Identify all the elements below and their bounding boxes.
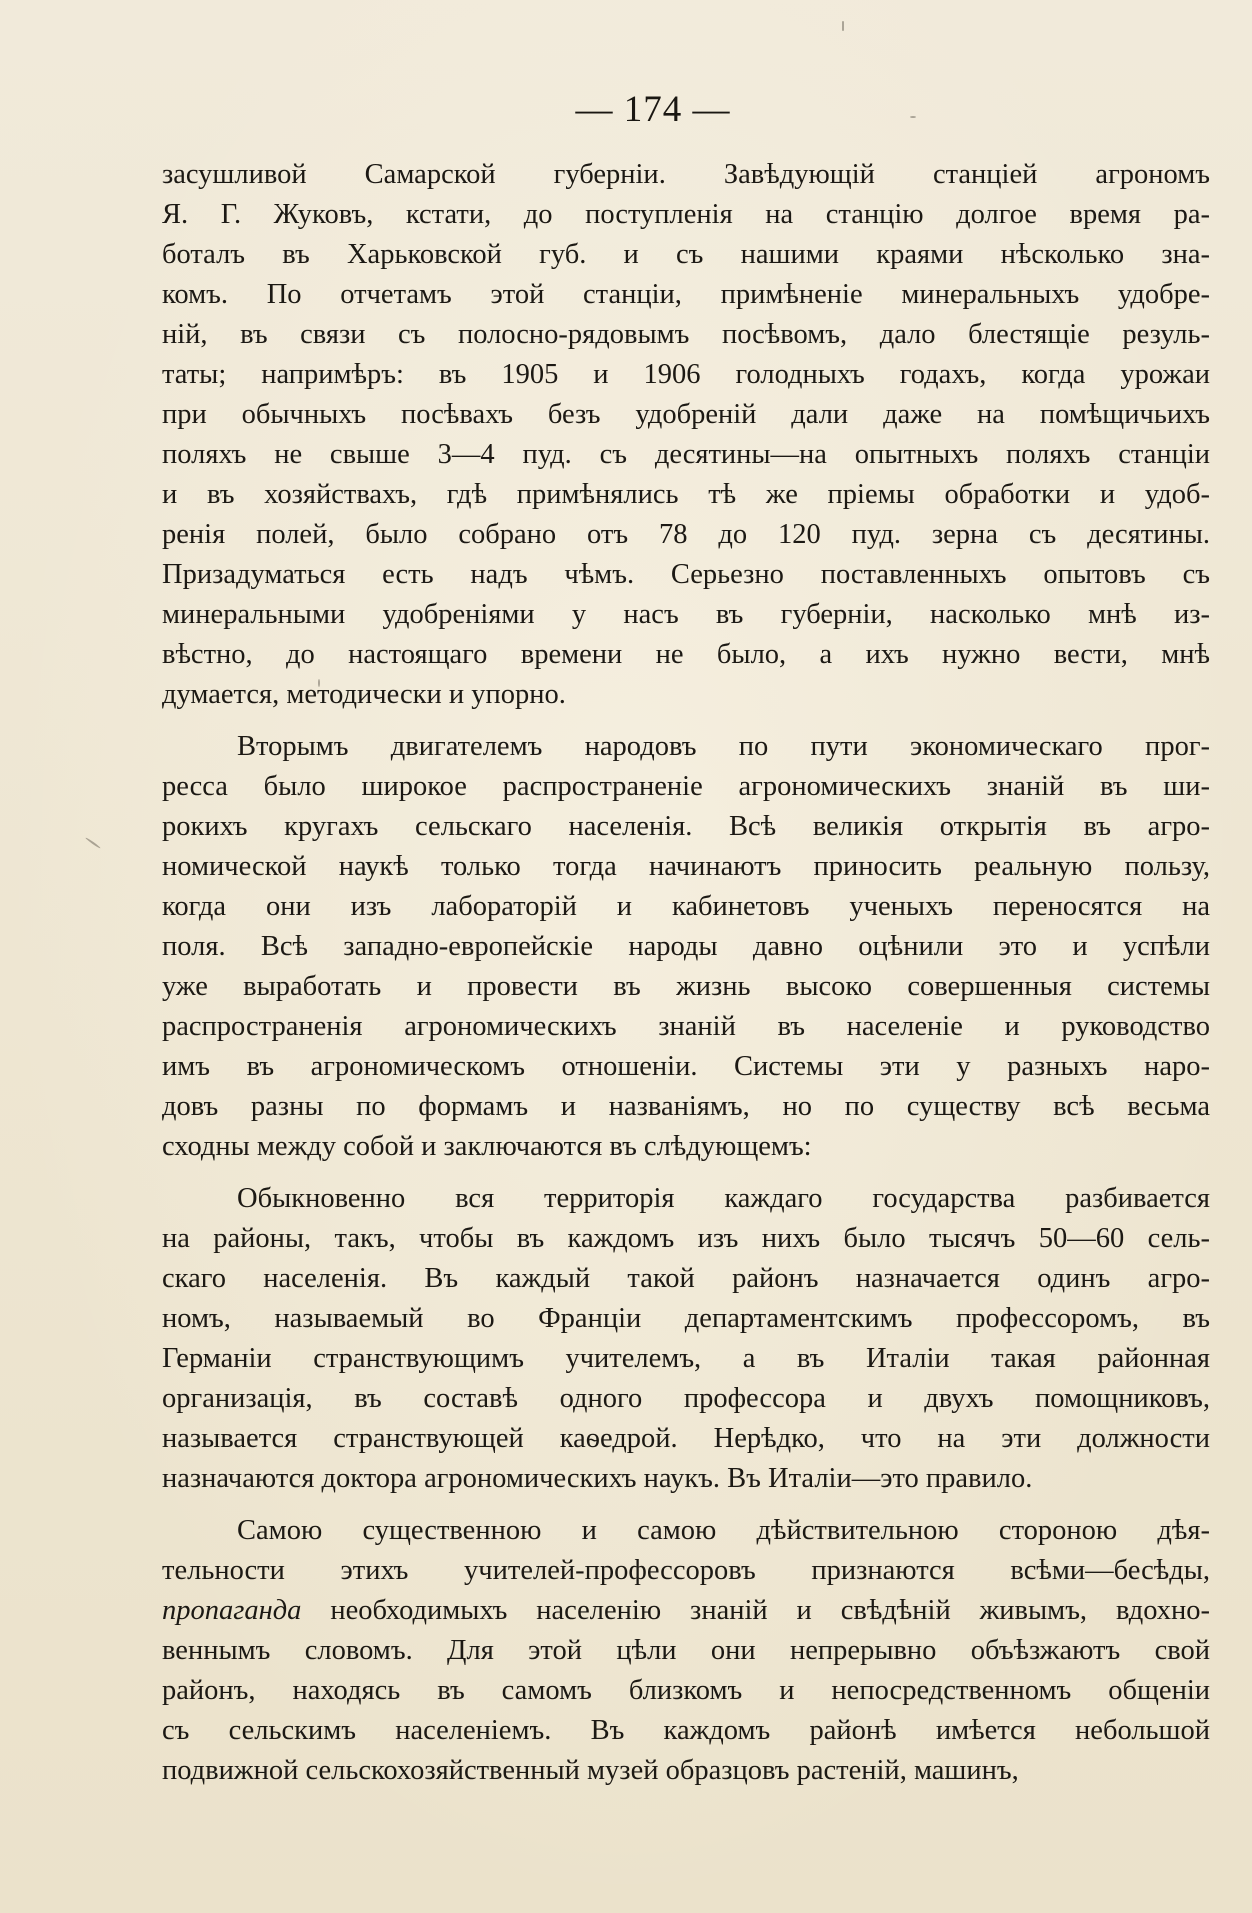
- text-line: довъ разны по формамъ и названіямъ, но по существу всѣ весьма: [162, 1091, 1210, 1122]
- text-line: веннымъ словомъ. Для этой цѣли они непрерывно объѣзжаютъ свой: [162, 1635, 1210, 1666]
- body-text: [162, 155, 1210, 1791]
- text-line: комъ. По отчетамъ этой станціи, примѣненіе минеральныхъ удобре-: [162, 279, 1210, 310]
- paper-speck: [842, 21, 844, 31]
- text-line: сходны между собой и заключаются въ слѣдующемъ:: [162, 1131, 812, 1162]
- text-line: уже выработать и провести въ жизнь высоко совершенныя системы: [162, 971, 1210, 1002]
- text-line: при обычныхъ посѣвахъ безъ удобреній дали даже на помѣщичьихъ: [162, 399, 1210, 430]
- text-line: на районы, такъ, чтобы въ каждомъ изъ нихъ было тысячъ 50—60 сель-: [162, 1223, 1210, 1254]
- text-line: минеральными удобреніями у насъ въ губерніи, насколько мнѣ из-: [162, 599, 1210, 630]
- text-line: тельности этихъ учителей-профессоровъ признаются всѣми—бесѣды,: [162, 1555, 1210, 1586]
- text-line: таты; напримѣръ: въ 1905 и 1906 голодныхъ годахъ, когда урожаи: [162, 359, 1210, 390]
- text-line: номической наукѣ только тогда начинаютъ приносить реальную пользу,: [162, 851, 1210, 882]
- text-line: Призадуматься есть надъ чѣмъ. Серьезно поставленныхъ опытовъ съ: [162, 559, 1210, 590]
- text-line: скаго населенія. Въ каждый такой районъ назначается одинъ агро-: [162, 1263, 1210, 1294]
- paper-speck: [318, 679, 320, 687]
- text-line: организація, въ составѣ одного профессора и двухъ помощниковъ,: [162, 1383, 1210, 1414]
- text-line: боталъ въ Харьковской губ. и съ нашими краями нѣсколько зна-: [162, 239, 1210, 270]
- text-line: подвижной сельскохозяйственный музей образцовъ растеній, машинъ,: [162, 1755, 1019, 1786]
- text-line: Германіи странствующимъ учителемъ, а въ Италіи такая районная: [162, 1343, 1210, 1374]
- text-line: [162, 1591, 1210, 1631]
- emphasized-word: пропаганда: [162, 1595, 302, 1626]
- text-line: Я. Г. Жуковъ, кстати, до поступленія на станцію долгое время ра-: [162, 199, 1210, 230]
- text-line: назначаются доктора агрономическихъ наукъ. Въ Италіи—это правило.: [162, 1463, 1033, 1494]
- text-line: думается, методически и упорно.: [162, 679, 566, 710]
- text-line: номъ, называемый во Франціи департаментскимъ профессоромъ, въ: [162, 1303, 1210, 1334]
- paragraph: [162, 155, 1210, 715]
- text-line: распространенія агрономическихъ знаній въ населеніе и руководство: [162, 1011, 1210, 1042]
- text-line: ресса было широкое распространеніе агрономическихъ знаній въ ши-: [162, 771, 1210, 802]
- paper-speck: [85, 837, 101, 849]
- page-number: — 174 —: [575, 89, 731, 130]
- paragraph: [162, 1511, 1210, 1791]
- text-line: называется странствующей каѳедрой. Нерѣдко, что на эти должности: [162, 1423, 1210, 1454]
- text-line: поляхъ не свыше 3—4 пуд. съ десятины—на опытныхъ поляхъ станціи: [162, 439, 1210, 470]
- paper-speck: [910, 116, 916, 118]
- text-line: съ сельскимъ населеніемъ. Въ каждомъ районѣ имѣется небольшой: [162, 1715, 1210, 1746]
- text-line: районъ, находясь въ самомъ близкомъ и непосредственномъ общеніи: [162, 1675, 1210, 1706]
- text-line: Самою существенною и самою дѣйствительною стороною дѣя-: [237, 1515, 1210, 1546]
- text-line: Вторымъ двигателемъ народовъ по пути экономическаго прог-: [237, 731, 1210, 762]
- paragraph: [162, 1179, 1210, 1499]
- text-line: и въ хозяйствахъ, гдѣ примѣнялись тѣ же пріемы обработки и удоб-: [162, 479, 1210, 510]
- text-line: засушливой Самарской губерніи. Завѣдующій станціей агрономъ: [162, 159, 1210, 190]
- paragraph: [162, 727, 1210, 1167]
- text-line: ній, въ связи съ полосно-рядовымъ посѣвомъ, дало блестящіе резуль-: [162, 319, 1210, 350]
- text-line: рокихъ кругахъ сельскаго населенія. Всѣ великія открытія въ агро-: [162, 811, 1210, 842]
- text-line: Обыкновенно вся территорія каждаго государства разбивается: [237, 1183, 1210, 1214]
- text-line: вѣстно, до настоящаго времени не было, а ихъ нужно вести, мнѣ: [162, 639, 1210, 670]
- text-line: поля. Всѣ западно-европейскіе народы давно оцѣнили это и успѣли: [162, 931, 1210, 962]
- line-remainder: необходимыхъ населенію знаній и свѣдѣній живымъ, вдохно-: [301, 1595, 1210, 1626]
- text-line: имъ въ агрономическомъ отношеніи. Системы эти у разныхъ наро-: [162, 1051, 1210, 1082]
- text-line: ренія полей, было собрано отъ 78 до 120 пуд. зерна съ десятины.: [162, 519, 1210, 550]
- text-line: когда они изъ лабораторій и кабинетовъ ученыхъ переносятся на: [162, 891, 1210, 922]
